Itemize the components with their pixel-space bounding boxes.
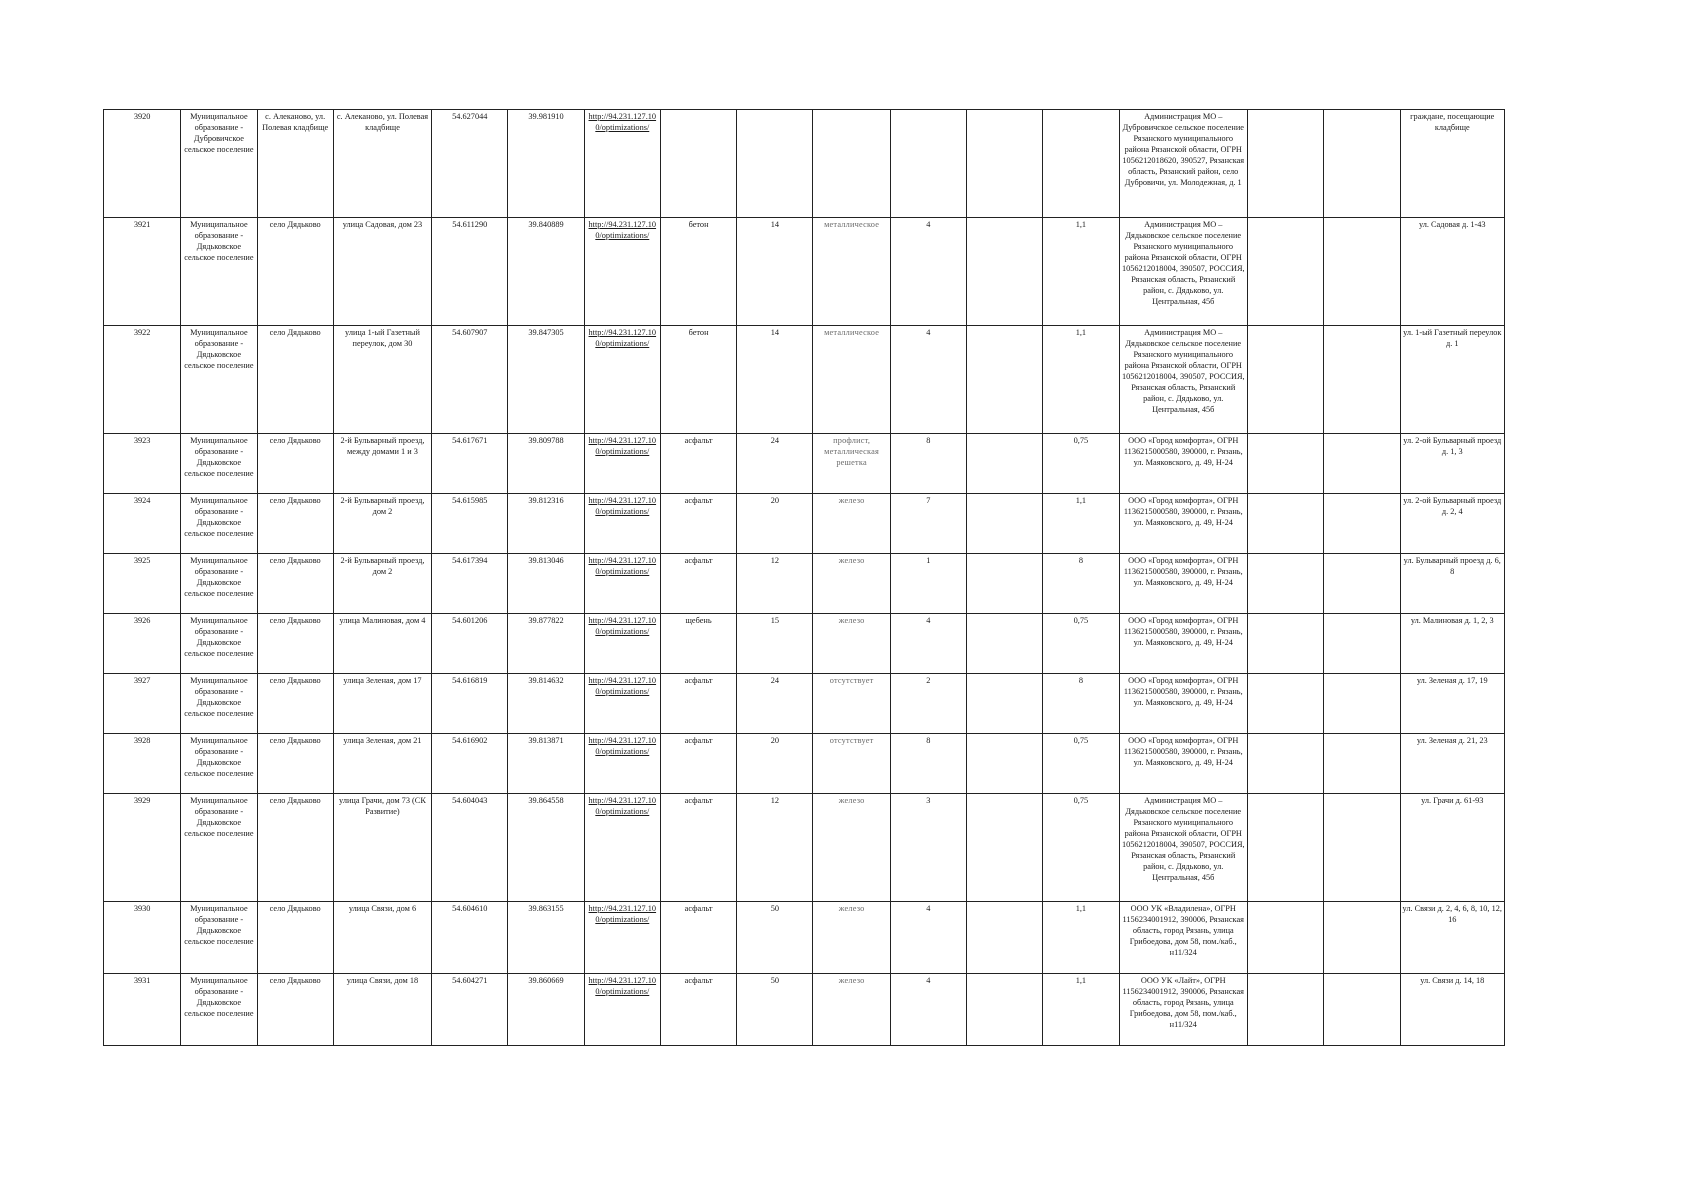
cell-empty	[967, 110, 1043, 218]
cell-settlement: село Дядьково	[257, 614, 333, 674]
cell-surface-type: асфальт	[660, 794, 736, 902]
cell-empty	[967, 326, 1043, 434]
cell-municipality: Муниципальное образование - Дядьковское сельское поселение	[181, 218, 257, 326]
cell-surface-type: бетон	[660, 326, 736, 434]
cell-settlement: село Дядьково	[257, 434, 333, 494]
cell-surface-type: асфальт	[660, 674, 736, 734]
cell-area: 50	[737, 902, 813, 974]
cell-row-number: 3928	[104, 734, 181, 794]
cell-container-volume: 1,1	[1043, 218, 1119, 326]
cell-longitude: 39.813046	[508, 554, 584, 614]
cell-latitude: 54.616902	[432, 734, 508, 794]
cell-area: 12	[737, 554, 813, 614]
cell-empty	[967, 614, 1043, 674]
cell-area: 24	[737, 674, 813, 734]
cell-waste-sources: ул. Бульварный проезд д. 6, 8	[1400, 554, 1504, 614]
cell-longitude: 39.840889	[508, 218, 584, 326]
cell-container-volume: 0,75	[1043, 794, 1119, 902]
cell-empty	[1324, 554, 1400, 614]
cell-settlement: село Дядьково	[257, 794, 333, 902]
cell-container-volume: 8	[1043, 554, 1119, 614]
cell-row-number: 3925	[104, 554, 181, 614]
cell-empty	[1247, 902, 1323, 974]
cell-empty	[967, 974, 1043, 1046]
cell-surface-type: щебень	[660, 614, 736, 674]
cell-waste-sources: ул. 1-ый Газетный переулок д. 1	[1400, 326, 1504, 434]
cell-fence-type: железо	[813, 974, 890, 1046]
cell-latitude: 54.627044	[432, 110, 508, 218]
cell-map-link[interactable]: http://94.231.127.10 0/optimizations/	[584, 434, 660, 494]
cell-area: 14	[737, 326, 813, 434]
cell-address: 2-й Бульварный проезд, между домами 1 и 3	[333, 434, 431, 494]
cell-latitude: 54.617394	[432, 554, 508, 614]
cell-row-number: 3921	[104, 218, 181, 326]
cell-owner: ООО «Город комфорта», ОГРН 1136215000580, 390000, г. Рязань, ул. Маяковского, д. 49, Н-24	[1119, 434, 1247, 494]
cell-row-number: 3920	[104, 110, 181, 218]
table-row	[104, 902, 1505, 974]
cell-empty	[1324, 494, 1400, 554]
cell-fence-type: железо	[813, 494, 890, 554]
cell-row-number: 3929	[104, 794, 181, 902]
cell-empty	[1247, 794, 1323, 902]
cell-empty	[1247, 434, 1323, 494]
cell-municipality: Муниципальное образование - Дядьковское сельское поселение	[181, 434, 257, 494]
cell-empty	[1324, 794, 1400, 902]
cell-empty	[1324, 326, 1400, 434]
cell-address: 2-й Бульварный проезд, дом 2	[333, 554, 431, 614]
cell-waste-sources: ул. Связи д. 2, 4, 6, 8, 10, 12, 16	[1400, 902, 1504, 974]
cell-empty	[1247, 674, 1323, 734]
cell-address: улица Зеленая, дом 21	[333, 734, 431, 794]
cell-container-count: 4	[890, 974, 966, 1046]
cell-row-number: 3930	[104, 902, 181, 974]
cell-empty	[1324, 734, 1400, 794]
cell-empty	[1247, 110, 1323, 218]
cell-owner: ООО «Город комфорта», ОГРН 1136215000580, 390000, г. Рязань, ул. Маяковского, д. 49, Н-24	[1119, 494, 1247, 554]
cell-owner: Администрация МО – Дядьковское сельское поселение Рязанского муниципального района Рязанской области, ОГРН 1056212018004, 390507, РОССИЯ, Рязанская область, Рязанский район, с. Дядьково, ул. Центральная, 45б	[1119, 218, 1247, 326]
cell-owner: ООО «Город комфорта», ОГРН 1136215000580, 390000, г. Рязань, ул. Маяковского, д. 49, Н-24	[1119, 554, 1247, 614]
cell-municipality: Муниципальное образование - Дядьковское сельское поселение	[181, 674, 257, 734]
cell-latitude: 54.611290	[432, 218, 508, 326]
table-row	[104, 110, 1505, 218]
cell-owner: ООО «Город комфорта», ОГРН 1136215000580, 390000, г. Рязань, ул. Маяковского, д. 49, Н-24	[1119, 674, 1247, 734]
cell-area: 14	[737, 218, 813, 326]
cell-container-count	[890, 110, 966, 218]
cell-municipality: Муниципальное образование - Дубровичское сельское поселение	[181, 110, 257, 218]
cell-empty	[967, 674, 1043, 734]
cell-owner: Администрация МО – Дядьковское сельское поселение Рязанского муниципального района Рязанской области, ОГРН 1056212018004, 390507, РОССИЯ, Рязанская область, Рязанский район, с. Дядьково, ул. Центральная, 45б	[1119, 326, 1247, 434]
cell-waste-sources: ул. 2-ой Бульварный проезд д. 2, 4	[1400, 494, 1504, 554]
cell-empty	[967, 218, 1043, 326]
table-row	[104, 554, 1505, 614]
cell-empty	[1247, 218, 1323, 326]
cell-fence-type: железо	[813, 902, 890, 974]
table-row	[104, 794, 1505, 902]
cell-latitude: 54.607907	[432, 326, 508, 434]
cell-waste-sources: ул. Малиновая д. 1, 2, 3	[1400, 614, 1504, 674]
cell-empty	[967, 902, 1043, 974]
cell-settlement: село Дядьково	[257, 326, 333, 434]
cell-surface-type: асфальт	[660, 554, 736, 614]
cell-longitude: 39.814632	[508, 674, 584, 734]
cell-surface-type	[660, 110, 736, 218]
table-row	[104, 494, 1505, 554]
cell-container-volume: 8	[1043, 674, 1119, 734]
table-row	[104, 614, 1505, 674]
cell-municipality: Муниципальное образование - Дядьковское сельское поселение	[181, 614, 257, 674]
cell-surface-type: асфальт	[660, 494, 736, 554]
cell-longitude: 39.877822	[508, 614, 584, 674]
cell-waste-sources: ул. 2-ой Бульварный проезд д. 1, 3	[1400, 434, 1504, 494]
cell-longitude: 39.847305	[508, 326, 584, 434]
cell-empty	[1324, 434, 1400, 494]
cell-empty	[1324, 614, 1400, 674]
table-row	[104, 674, 1505, 734]
cell-map-link[interactable]: http://94.231.127.10 0/optimizations/	[584, 794, 660, 902]
cell-settlement: с. Алеканово, ул. Полевая кладбище	[257, 110, 333, 218]
cell-address: улица Зеленая, дом 17	[333, 674, 431, 734]
cell-map-link[interactable]: http://94.231.127.10 0/optimizations/	[584, 554, 660, 614]
cell-surface-type: асфальт	[660, 974, 736, 1046]
cell-container-count: 2	[890, 674, 966, 734]
cell-latitude: 54.604271	[432, 974, 508, 1046]
cell-settlement: село Дядьково	[257, 674, 333, 734]
cell-address: 2-й Бульварный проезд, дом 2	[333, 494, 431, 554]
cell-row-number: 3923	[104, 434, 181, 494]
cell-settlement: село Дядьково	[257, 218, 333, 326]
table-body	[104, 110, 1505, 1046]
cell-empty	[967, 494, 1043, 554]
cell-address: улица Садовая, дом 23	[333, 218, 431, 326]
cell-surface-type: асфальт	[660, 734, 736, 794]
cell-settlement: село Дядьково	[257, 734, 333, 794]
table-row	[104, 434, 1505, 494]
cell-container-volume: 1,1	[1043, 494, 1119, 554]
cell-map-link[interactable]: http://94.231.127.10 0/optimizations/	[584, 974, 660, 1046]
cell-longitude: 39.812316	[508, 494, 584, 554]
cell-longitude: 39.860669	[508, 974, 584, 1046]
cell-container-volume: 0,75	[1043, 734, 1119, 794]
cell-owner: Администрация МО – Дубровичское сельское поселение Рязанского муниципального района Рязанской области, ОГРН 1056212018620, 390527, Рязанская область, Рязанский район, село Дубровичи, ул. Молодежная, д. 1	[1119, 110, 1247, 218]
cell-container-count: 4	[890, 326, 966, 434]
cell-area: 20	[737, 734, 813, 794]
cell-empty	[1247, 554, 1323, 614]
cell-surface-type: асфальт	[660, 902, 736, 974]
cell-map-link[interactable]: http://94.231.127.10 0/optimizations/	[584, 494, 660, 554]
cell-owner: ООО УК «Лайт», ОГРН 1156234001912, 390006, Рязанская область, город Рязань, улица Грибоедова, дом 58, пом./каб., н11/324	[1119, 974, 1247, 1046]
cell-latitude: 54.604043	[432, 794, 508, 902]
cell-fence-type: металлическое	[813, 218, 890, 326]
cell-address: с. Алеканово, ул. Полевая кладбище	[333, 110, 431, 218]
cell-municipality: Муниципальное образование - Дядьковское сельское поселение	[181, 554, 257, 614]
cell-map-link[interactable]: http://94.231.127.10 0/optimizations/	[584, 110, 660, 218]
cell-empty	[1247, 734, 1323, 794]
cell-container-count: 7	[890, 494, 966, 554]
cell-map-link[interactable]: http://94.231.127.10 0/optimizations/	[584, 326, 660, 434]
cell-latitude: 54.615985	[432, 494, 508, 554]
cell-settlement: село Дядьково	[257, 902, 333, 974]
cell-address: улица Связи, дом 18	[333, 974, 431, 1046]
cell-empty	[1247, 614, 1323, 674]
cell-container-volume: 0,75	[1043, 614, 1119, 674]
cell-empty	[1324, 974, 1400, 1046]
cell-row-number: 3931	[104, 974, 181, 1046]
cell-fence-type: железо	[813, 614, 890, 674]
cell-fence-type: железо	[813, 554, 890, 614]
cell-settlement: село Дядьково	[257, 494, 333, 554]
cell-surface-type: асфальт	[660, 434, 736, 494]
cell-area	[737, 110, 813, 218]
cell-map-link[interactable]: http://94.231.127.10 0/optimizations/	[584, 218, 660, 326]
cell-container-count: 4	[890, 218, 966, 326]
cell-owner: ООО «Город комфорта», ОГРН 1136215000580, 390000, г. Рязань, ул. Маяковского, д. 49, Н-24	[1119, 734, 1247, 794]
cell-empty	[967, 434, 1043, 494]
cell-area: 12	[737, 794, 813, 902]
cell-container-count: 4	[890, 614, 966, 674]
cell-area: 50	[737, 974, 813, 1046]
cell-container-count: 1	[890, 554, 966, 614]
cell-container-count: 8	[890, 434, 966, 494]
cell-municipality: Муниципальное образование - Дядьковское сельское поселение	[181, 494, 257, 554]
cell-container-volume: 1,1	[1043, 326, 1119, 434]
cell-municipality: Муниципальное образование - Дядьковское сельское поселение	[181, 734, 257, 794]
cell-owner: ООО УК «Владилена», ОГРН 1156234001912, 390006, Рязанская область, город Рязань, улица Грибоедова, дом 58, пом./каб., н11/324	[1119, 902, 1247, 974]
cell-waste-sources: ул. Зеленая д. 17, 19	[1400, 674, 1504, 734]
cell-row-number: 3927	[104, 674, 181, 734]
table-row	[104, 218, 1505, 326]
cell-empty	[1324, 902, 1400, 974]
cell-row-number: 3924	[104, 494, 181, 554]
cell-latitude: 54.617671	[432, 434, 508, 494]
cell-container-count: 4	[890, 902, 966, 974]
cell-empty	[1324, 674, 1400, 734]
cell-map-link[interactable]: http://94.231.127.10 0/optimizations/	[584, 734, 660, 794]
cell-fence-type: профлист, металлическая решетка	[813, 434, 890, 494]
cell-owner: Администрация МО – Дядьковское сельское поселение Рязанского муниципального района Рязанской области, ОГРН 1056212018004, 390507, РОССИЯ, Рязанская область, Рязанский район, с. Дядьково, ул. Центральная, 45б	[1119, 794, 1247, 902]
cell-empty	[1247, 494, 1323, 554]
cell-empty	[1324, 218, 1400, 326]
cell-area: 15	[737, 614, 813, 674]
cell-container-count: 8	[890, 734, 966, 794]
cell-map-link[interactable]: http://94.231.127.10 0/optimizations/	[584, 614, 660, 674]
cell-latitude: 54.604610	[432, 902, 508, 974]
table-row	[104, 974, 1505, 1046]
cell-longitude: 39.809788	[508, 434, 584, 494]
cell-waste-sources: ул. Зеленая д. 21, 23	[1400, 734, 1504, 794]
cell-row-number: 3926	[104, 614, 181, 674]
cell-address: улица 1-ый Газетный переулок, дом 30	[333, 326, 431, 434]
cell-empty	[967, 734, 1043, 794]
cell-row-number: 3922	[104, 326, 181, 434]
cell-address: улица Связи, дом 6	[333, 902, 431, 974]
cell-fence-type: отсутствует	[813, 674, 890, 734]
cell-fence-type: металлическое	[813, 326, 890, 434]
cell-container-volume: 1,1	[1043, 902, 1119, 974]
cell-waste-sources: граждане, посещающие кладбище	[1400, 110, 1504, 218]
cell-waste-sources: ул. Грачи д. 61-93	[1400, 794, 1504, 902]
waste-site-registry-table	[103, 109, 1505, 1046]
cell-settlement: село Дядьково	[257, 554, 333, 614]
cell-waste-sources: ул. Связи д. 14, 18	[1400, 974, 1504, 1046]
cell-waste-sources: ул. Садовая д. 1-43	[1400, 218, 1504, 326]
cell-container-volume: 1,1	[1043, 974, 1119, 1046]
cell-fence-type	[813, 110, 890, 218]
cell-container-volume	[1043, 110, 1119, 218]
table-row	[104, 734, 1505, 794]
cell-fence-type: железо	[813, 794, 890, 902]
cell-empty	[1247, 326, 1323, 434]
cell-settlement: село Дядьково	[257, 974, 333, 1046]
cell-longitude: 39.981910	[508, 110, 584, 218]
cell-empty	[1324, 110, 1400, 218]
cell-area: 20	[737, 494, 813, 554]
cell-container-count: 3	[890, 794, 966, 902]
cell-latitude: 54.616819	[432, 674, 508, 734]
cell-empty	[1247, 974, 1323, 1046]
cell-container-volume: 0,75	[1043, 434, 1119, 494]
cell-address: улица Грачи, дом 73 (СК Развитие)	[333, 794, 431, 902]
cell-longitude: 39.864558	[508, 794, 584, 902]
cell-map-link[interactable]: http://94.231.127.10 0/optimizations/	[584, 674, 660, 734]
cell-longitude: 39.813871	[508, 734, 584, 794]
cell-address: улица Малиновая, дом 4	[333, 614, 431, 674]
cell-owner: ООО «Город комфорта», ОГРН 1136215000580, 390000, г. Рязань, ул. Маяковского, д. 49, Н-24	[1119, 614, 1247, 674]
cell-empty	[967, 794, 1043, 902]
cell-longitude: 39.863155	[508, 902, 584, 974]
cell-municipality: Муниципальное образование - Дядьковское сельское поселение	[181, 902, 257, 974]
cell-fence-type: отсутствует	[813, 734, 890, 794]
cell-surface-type: бетон	[660, 218, 736, 326]
cell-area: 24	[737, 434, 813, 494]
cell-empty	[967, 554, 1043, 614]
cell-map-link[interactable]: http://94.231.127.10 0/optimizations/	[584, 902, 660, 974]
cell-municipality: Муниципальное образование - Дядьковское сельское поселение	[181, 326, 257, 434]
cell-municipality: Муниципальное образование - Дядьковское сельское поселение	[181, 794, 257, 902]
cell-municipality: Муниципальное образование - Дядьковское сельское поселение	[181, 974, 257, 1046]
table-row	[104, 326, 1505, 434]
cell-latitude: 54.601206	[432, 614, 508, 674]
